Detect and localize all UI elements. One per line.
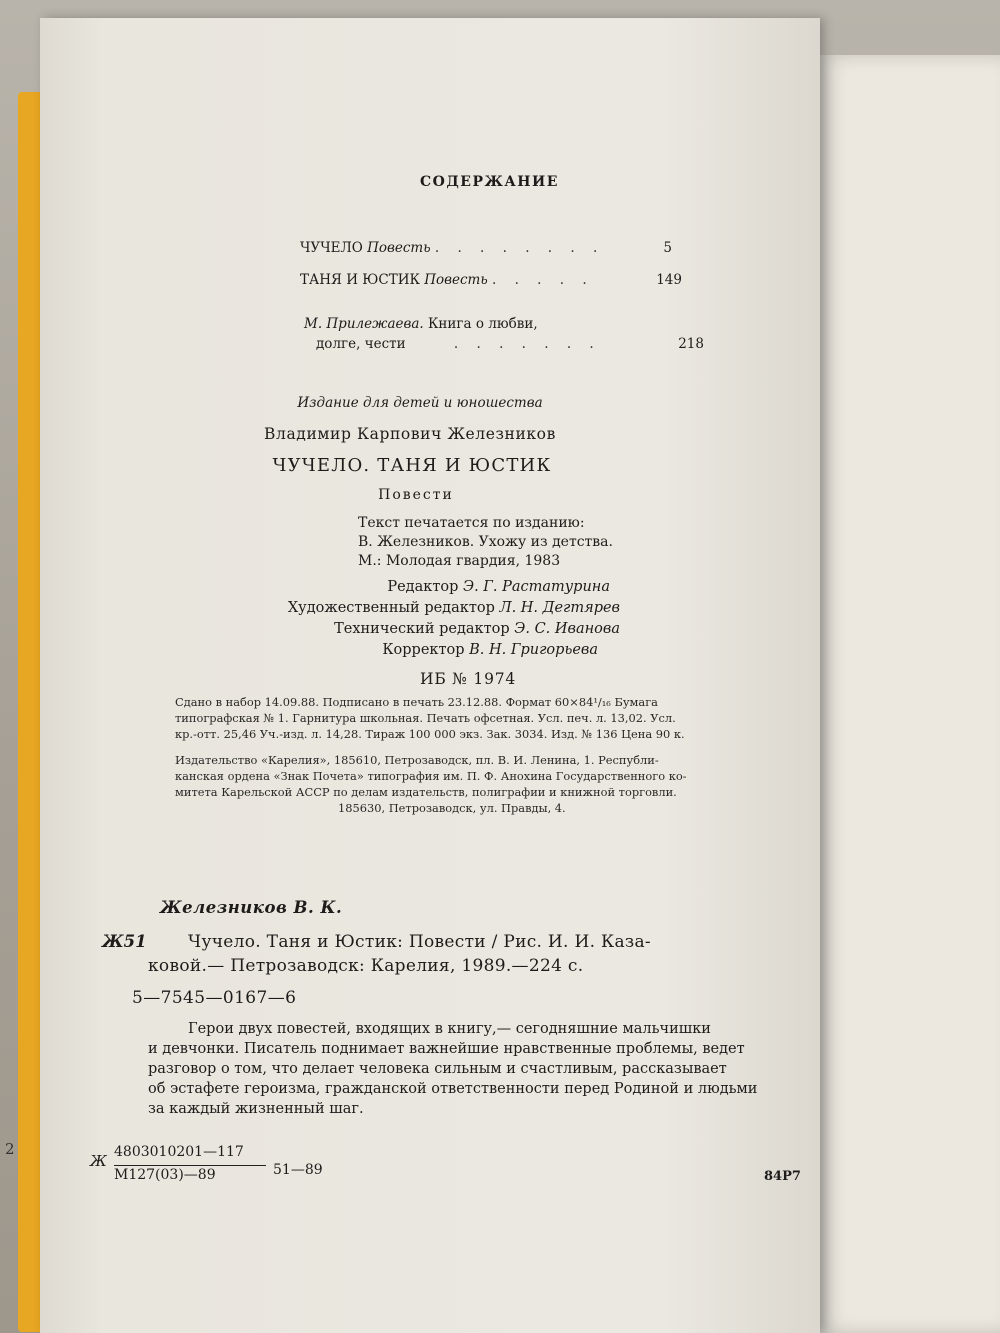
book-genre: Повести: [378, 487, 454, 503]
toc-item-page: 218: [678, 336, 704, 352]
print-details-line: типографская № 1. Гарнитура школьная. Печать офсетная. Усл. печ. л. 13,02. Усл.: [175, 711, 676, 725]
publisher-line: митета Карельской АССР по делам издательств, полиграфии и книжной торговли.: [175, 785, 677, 799]
book-page: [40, 18, 820, 1333]
staff-editor: [40, 579, 610, 595]
toc-item-title: ЧУЧЕЛО: [300, 240, 363, 256]
toc-leader-dots: . . . . . . . .: [434, 240, 605, 256]
staff-proofreader: [40, 642, 598, 658]
fraction-divider: [114, 1165, 266, 1166]
toc-afterword-line2[interactable]: [316, 336, 704, 352]
afterword-title-1: Книга о любви,: [427, 316, 538, 332]
toc-item-page: 5: [663, 240, 672, 256]
staff-name: Л. Н. Дегтярев: [499, 600, 620, 616]
publisher-line: канская ордена «Знак Почета» типография им. П. Ф. Анохина Государственного ко-: [175, 769, 687, 783]
staff-role: Редактор: [387, 579, 459, 595]
publisher-line: Издательство «Карелия», 185610, Петрозаводск, пл. В. И. Ленина, 1. Республи-: [175, 753, 659, 767]
toc-afterword-line1[interactable]: [304, 316, 538, 332]
staff-name: Э. С. Иванова: [514, 621, 620, 637]
publisher-line: 185630, Петрозаводск, ул. Правды, 4.: [338, 801, 566, 815]
afterword-title-2: долге, чести: [316, 336, 406, 352]
toc-heading: СОДЕРЖАНИЕ: [420, 174, 559, 190]
staff-tech-editor: [40, 621, 620, 637]
toc-item-genre: Повесть: [424, 272, 488, 288]
afterword-author: М. Прилежаева.: [304, 316, 424, 332]
staff-role: Технический редактор: [334, 621, 510, 637]
staff-name: Э. Г. Растатурина: [462, 579, 610, 595]
ib-number: ИБ № 1974: [420, 670, 517, 688]
isbn: 5—7545—0167—6: [132, 988, 297, 1008]
catalog-description: ковой.— Петрозаводск: Карелия, 1989.—224 с.: [148, 956, 584, 976]
edition-note: Издание для детей и юношества: [297, 395, 543, 411]
toc-item-chuchelo[interactable]: [300, 240, 672, 256]
margin-mark: 2: [5, 1140, 15, 1158]
index-fraction-right: 51—89: [273, 1162, 323, 1178]
print-details-line: кр.-отт. 25,46 Уч.-изд. л. 14,28. Тираж 100 000 экз. Зак. 3034. Изд. № 136 Цена 90 к.: [175, 727, 685, 741]
staff-name: В. Н. Григорьева: [469, 642, 598, 658]
annotation-line: разговор о том, что делает человека сильным и счастливым, рассказывает: [148, 1061, 727, 1077]
catalog-description: Чучело. Таня и Юстик: Повести / Рис. И. И. Каза-: [188, 932, 651, 952]
facing-page: [818, 55, 1000, 1333]
staff-art-editor: [40, 600, 620, 616]
annotation-line: об эстафете героизма, гражданской ответственности перед Родиной и людьми: [148, 1081, 758, 1097]
annotation-line: Герои двух повестей, входящих в книгу,— сегодняшние мальчишки: [188, 1021, 711, 1037]
staff-role: Корректор: [382, 642, 465, 658]
toc-leader-dots: . . . . .: [492, 272, 594, 288]
staff-role: Художественный редактор: [287, 600, 495, 616]
catalog-author: Железников В. К.: [160, 898, 343, 917]
index-fraction-bottom: М127(03)—89: [114, 1167, 216, 1183]
toc-item-genre: Повесть: [367, 240, 431, 256]
bbk-code: 84Р7: [764, 1169, 801, 1184]
source-line: Текст печатается по изданию:: [358, 515, 585, 531]
toc-item-page: 149: [656, 272, 682, 288]
author-full-name: Владимир Карпович Железников: [264, 425, 556, 443]
annotation-line: за каждый жизненный шаг.: [148, 1101, 364, 1117]
annotation-line: и девчонки. Писатель поднимает важнейшие нравственные проблемы, ведет: [148, 1041, 745, 1057]
toc-item-title: ТАНЯ И ЮСТИК: [300, 272, 420, 288]
toc-item-tanya[interactable]: [300, 272, 682, 288]
toc-leader-dots: . . . . . . .: [453, 336, 601, 352]
index-letter: Ж: [90, 1152, 107, 1170]
source-line: В. Железников. Ухожу из детства.: [358, 534, 613, 550]
catalog-code: Ж51: [102, 932, 147, 951]
book-title: ЧУЧЕЛО. ТАНЯ И ЮСТИК: [272, 455, 552, 476]
print-details-line: Сдано в набор 14.09.88. Подписано в печать 23.12.88. Формат 60×84¹/₁₆ Бумага: [175, 695, 658, 709]
index-fraction-top: 4803010201—117: [114, 1144, 244, 1160]
source-line: М.: Молодая гвардия, 1983: [358, 553, 561, 569]
